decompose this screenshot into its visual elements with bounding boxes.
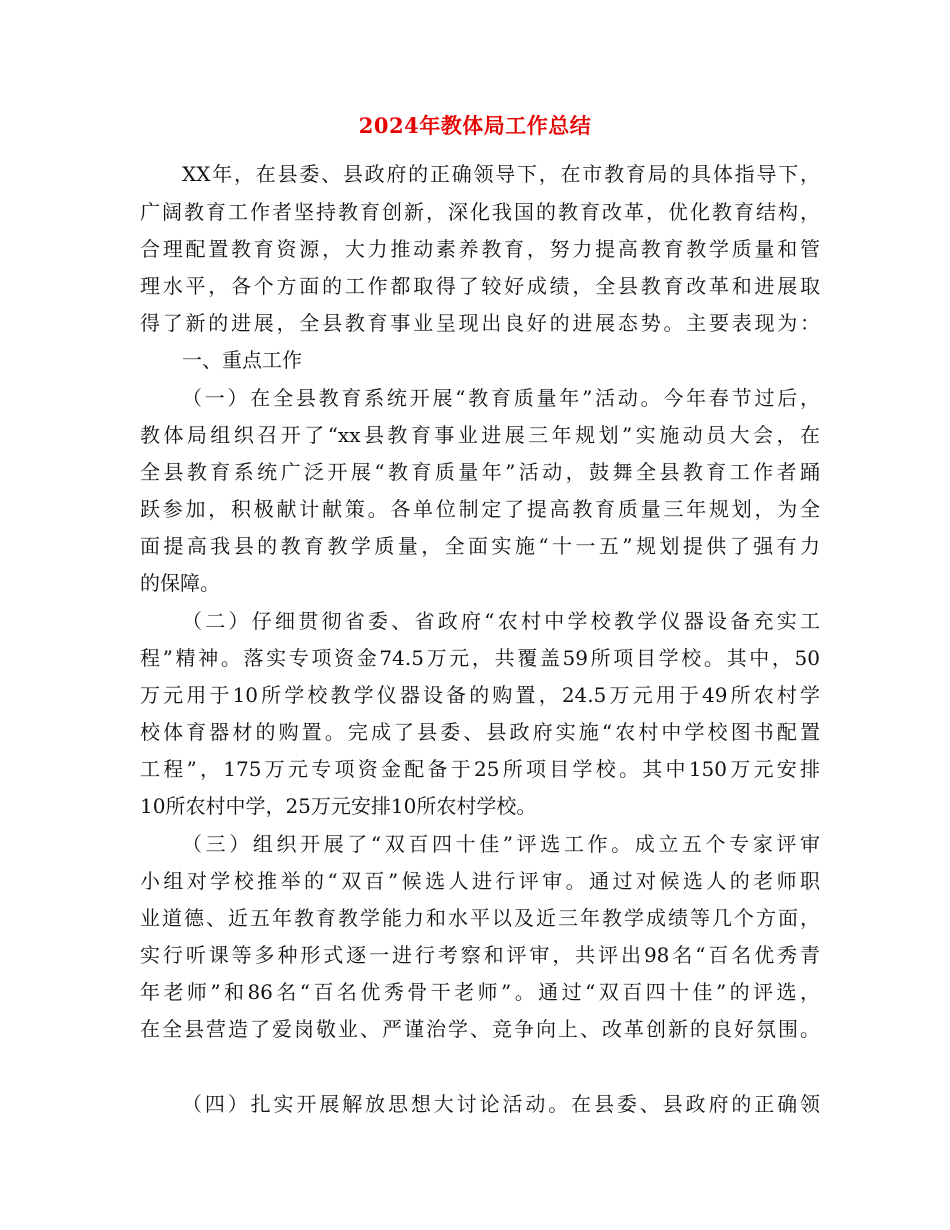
text-line: （二）仔细贯彻省委、省政府“农村中学校教学仪器设备充实工 — [182, 609, 820, 633]
text-line: 程”精神。落实专项资金74.5万元，共覆盖59所项目学校。其中，50 — [140, 646, 820, 670]
text-line: （一）在全县教育系统开展“教育质量年”活动。今年春节过后， — [182, 386, 820, 410]
text-line: XX年，在县委、县政府的正确领导下，在市教育局的具体指导下， — [182, 162, 820, 186]
text-line: 全县教育系统广泛开展“教育质量年”活动，鼓舞全县教育工作者踊 — [140, 460, 820, 484]
text-line: 年老师”和86名“百名优秀骨干老师”。通过“双百四十佳”的评选， — [140, 980, 820, 1004]
text-line: 工程”，175万元专项资金配备于25所项目学校。其中150万元安排 — [140, 757, 820, 781]
text-line: 10所农村中学，25万元安排10所农村学校。 — [140, 794, 537, 818]
text-line: 合理配置教育资源，大力推动素养教育，努力提高教育教学质量和管 — [140, 237, 820, 261]
text-line: 实行听课等多种形式逐一进行考察和评审，共评出98名“百名优秀青 — [140, 943, 820, 967]
text-line: 教体局组织召开了“xx县教育事业进展三年规划”实施动员大会，在 — [140, 423, 820, 447]
text-line: 小组对学校推举的“双百”候选人进行评审。通过对候选人的老师职 — [140, 869, 820, 893]
text-line: 万元用于10所学校教学仪器设备的购置，24.5万元用于49所农村学 — [140, 683, 820, 707]
text-line: 校体育器材的购置。完成了县委、县政府实施“农村中学校图书配置 — [140, 720, 820, 744]
section-heading: 一、重点工作 — [182, 348, 302, 372]
text-line: 的保障。 — [140, 571, 220, 595]
text-line: 在全县营造了爱岗敬业、严谨治学、竞争向上、改革创新的良好氛围。 — [140, 1017, 820, 1041]
text-line: （三）组织开展了“双百四十佳”评选工作。成立五个专家评审 — [182, 832, 820, 856]
text-line: 面提高我县的教育教学质量，全面实施“十一五”规划提供了强有力 — [140, 534, 820, 558]
text-line: 理水平，各个方面的工作都取得了较好成绩，全县教育改革和进展取 — [140, 274, 820, 298]
document-title: 2024年教体局工作总结 — [358, 113, 592, 138]
text-line: 得了新的进展，全县教育事业呈现出良好的进展态势。主要表现为： — [140, 311, 820, 335]
text-line: 跃参加，积极献计献策。各单位制定了提高教育质量三年规划，为全 — [140, 497, 820, 521]
text-line: 业道德、近五年教育教学能力和水平以及近三年教学成绩等几个方面， — [140, 906, 820, 930]
text-line: 广阔教育工作者坚持教育创新，深化我国的教育改革，优化教育结构， — [140, 200, 820, 224]
text-line: （四）扎实开展解放思想大讨论活动。在县委、县政府的正确领 — [182, 1092, 820, 1116]
